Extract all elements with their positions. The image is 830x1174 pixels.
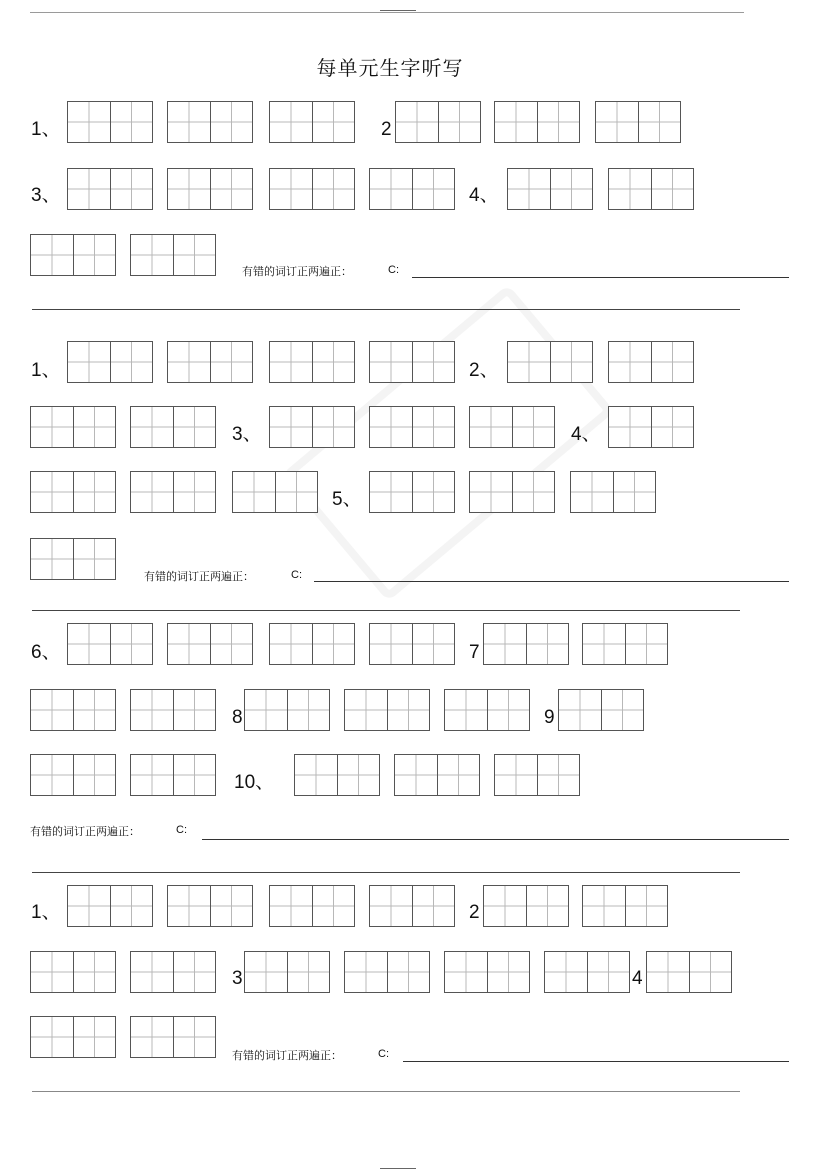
tianzige-cell[interactable] — [487, 690, 530, 730]
tianzige-cell[interactable] — [73, 472, 116, 512]
tianzige-cell[interactable] — [73, 407, 116, 447]
tianzige-cell[interactable] — [270, 624, 312, 664]
tianzige-cell[interactable] — [370, 624, 412, 664]
tianzige-cell[interactable] — [412, 342, 455, 382]
tianzige-cell[interactable] — [495, 102, 537, 142]
tianzige-cell[interactable] — [487, 952, 530, 992]
tianzige-cell[interactable] — [31, 1017, 73, 1057]
writing-box[interactable] — [344, 951, 430, 993]
item-number: 2、 — [469, 360, 499, 381]
writing-box[interactable] — [369, 623, 455, 665]
tianzige-cell[interactable] — [484, 886, 526, 926]
item-number: 3 — [232, 968, 243, 989]
writing-box[interactable] — [30, 406, 116, 448]
tianzige-cell[interactable] — [287, 952, 330, 992]
writing-box[interactable] — [444, 951, 530, 993]
tianzige-cell[interactable] — [412, 472, 455, 512]
tianzige-cell[interactable] — [110, 342, 153, 382]
writing-box[interactable] — [469, 406, 555, 448]
tianzige-cell[interactable] — [345, 690, 387, 730]
writing-box[interactable] — [67, 885, 153, 927]
writing-box[interactable] — [483, 623, 569, 665]
tianzige-cell[interactable] — [31, 952, 73, 992]
section-divider — [32, 1091, 740, 1092]
tianzige-cell[interactable] — [550, 342, 593, 382]
tianzige-cell[interactable] — [210, 886, 253, 926]
item-number: 2 — [381, 119, 392, 140]
tianzige-cell[interactable] — [583, 886, 625, 926]
writing-box[interactable] — [294, 754, 380, 796]
writing-box[interactable] — [67, 168, 153, 210]
tianzige-cell[interactable] — [73, 1017, 116, 1057]
writing-box[interactable] — [469, 471, 555, 513]
tianzige-cell[interactable] — [609, 342, 651, 382]
tianzige-cell[interactable] — [437, 755, 480, 795]
tianzige-cell[interactable] — [345, 952, 387, 992]
tianzige-cell[interactable] — [609, 407, 651, 447]
writing-box[interactable] — [483, 885, 569, 927]
writing-box[interactable] — [595, 101, 681, 143]
tianzige-cell[interactable] — [495, 755, 537, 795]
tianzige-cell[interactable] — [168, 342, 210, 382]
tianzige-cell[interactable] — [312, 407, 355, 447]
tianzige-cell[interactable] — [73, 755, 116, 795]
tianzige-cell[interactable] — [131, 407, 173, 447]
correction-label: 有错的词订正两遍正： — [242, 265, 352, 278]
tianzige-cell[interactable] — [168, 169, 210, 209]
tianzige-cell[interactable] — [370, 472, 412, 512]
tianzige-cell[interactable] — [596, 102, 638, 142]
writing-box[interactable] — [30, 471, 116, 513]
tianzige-cell[interactable] — [387, 952, 430, 992]
correction-marker: C: — [176, 824, 187, 836]
writing-box[interactable] — [646, 951, 732, 993]
tianzige-cell[interactable] — [110, 102, 153, 142]
writing-box[interactable] — [494, 754, 580, 796]
tianzige-cell[interactable] — [270, 102, 312, 142]
writing-box[interactable] — [130, 1016, 216, 1058]
tianzige-cell[interactable] — [131, 235, 173, 275]
tianzige-cell[interactable] — [270, 169, 312, 209]
correction-line[interactable] — [412, 277, 789, 278]
writing-box[interactable] — [558, 689, 644, 731]
writing-box[interactable] — [67, 623, 153, 665]
writing-box[interactable] — [507, 341, 593, 383]
tianzige-cell[interactable] — [31, 690, 73, 730]
tianzige-cell[interactable] — [625, 886, 668, 926]
tianzige-cell[interactable] — [609, 169, 651, 209]
tianzige-cell[interactable] — [537, 102, 580, 142]
correction-label: 有错的词订正两遍正： — [232, 1049, 342, 1062]
tianzige-cell[interactable] — [73, 690, 116, 730]
page-bottom-marker — [380, 1168, 416, 1169]
writing-box[interactable] — [395, 101, 481, 143]
writing-box[interactable] — [582, 885, 668, 927]
tianzige-cell[interactable] — [173, 952, 216, 992]
page-title: 每单元生字听写 — [316, 56, 464, 80]
tianzige-cell[interactable] — [412, 169, 455, 209]
item-number: 3、 — [232, 424, 262, 445]
tianzige-cell[interactable] — [445, 690, 487, 730]
writing-box[interactable] — [244, 951, 330, 993]
tianzige-cell[interactable] — [526, 624, 569, 664]
tianzige-cell[interactable] — [68, 102, 110, 142]
tianzige-cell[interactable] — [168, 102, 210, 142]
tianzige-cell[interactable] — [287, 690, 330, 730]
tianzige-cell[interactable] — [275, 472, 318, 512]
tianzige-cell[interactable] — [601, 690, 644, 730]
tianzige-cell[interactable] — [412, 886, 455, 926]
writing-box[interactable] — [130, 234, 216, 276]
tianzige-cell[interactable] — [173, 690, 216, 730]
writing-box[interactable] — [507, 168, 593, 210]
correction-line[interactable] — [202, 839, 789, 840]
tianzige-cell[interactable] — [173, 755, 216, 795]
tianzige-cell[interactable] — [110, 624, 153, 664]
tianzige-cell[interactable] — [613, 472, 656, 512]
tianzige-cell[interactable] — [131, 690, 173, 730]
writing-box[interactable] — [269, 623, 355, 665]
writing-box[interactable] — [30, 754, 116, 796]
tianzige-cell[interactable] — [370, 407, 412, 447]
tianzige-cell[interactable] — [312, 624, 355, 664]
tianzige-cell[interactable] — [131, 472, 173, 512]
correction-marker: C: — [291, 569, 302, 581]
writing-box[interactable] — [130, 406, 216, 448]
tianzige-cell[interactable] — [73, 539, 116, 579]
writing-box[interactable] — [167, 168, 253, 210]
tianzige-cell[interactable] — [438, 102, 481, 142]
tianzige-cell[interactable] — [370, 169, 412, 209]
correction-line[interactable] — [403, 1061, 789, 1062]
writing-box[interactable] — [369, 406, 455, 448]
writing-box[interactable] — [344, 689, 430, 731]
tianzige-cell[interactable] — [571, 472, 613, 512]
item-number: 10、 — [234, 772, 275, 793]
writing-box[interactable] — [269, 168, 355, 210]
item-number: 1、 — [31, 360, 61, 381]
tianzige-cell[interactable] — [31, 235, 73, 275]
tianzige-cell[interactable] — [638, 102, 681, 142]
tianzige-cell[interactable] — [312, 169, 355, 209]
writing-box[interactable] — [67, 101, 153, 143]
writing-box[interactable] — [369, 168, 455, 210]
writing-box[interactable] — [167, 623, 253, 665]
tianzige-cell[interactable] — [512, 472, 555, 512]
tianzige-cell[interactable] — [270, 342, 312, 382]
writing-box[interactable] — [608, 406, 694, 448]
tianzige-cell[interactable] — [31, 755, 73, 795]
tianzige-cell[interactable] — [131, 1017, 173, 1057]
writing-box[interactable] — [130, 754, 216, 796]
tianzige-cell[interactable] — [168, 624, 210, 664]
tianzige-cell[interactable] — [526, 886, 569, 926]
writing-box[interactable] — [544, 951, 630, 993]
tianzige-cell[interactable] — [131, 755, 173, 795]
section-divider — [32, 309, 740, 310]
writing-box[interactable] — [30, 689, 116, 731]
tianzige-cell[interactable] — [173, 472, 216, 512]
item-number: 5、 — [332, 489, 362, 510]
item-number: 3、 — [31, 185, 61, 206]
correction-label: 有错的词订正两遍正： — [144, 570, 254, 583]
tianzige-cell[interactable] — [337, 755, 380, 795]
tianzige-cell[interactable] — [73, 235, 116, 275]
tianzige-cell[interactable] — [131, 952, 173, 992]
writing-box[interactable] — [494, 101, 580, 143]
tianzige-cell[interactable] — [625, 624, 668, 664]
tianzige-cell[interactable] — [210, 102, 253, 142]
writing-box[interactable] — [269, 885, 355, 927]
tianzige-cell[interactable] — [651, 169, 694, 209]
tianzige-cell[interactable] — [396, 102, 438, 142]
tianzige-cell[interactable] — [173, 235, 216, 275]
correction-line[interactable] — [314, 581, 789, 582]
writing-box[interactable] — [608, 168, 694, 210]
writing-box[interactable] — [130, 471, 216, 513]
tianzige-cell[interactable] — [689, 952, 732, 992]
tianzige-cell[interactable] — [210, 624, 253, 664]
tianzige-cell[interactable] — [270, 886, 312, 926]
tianzige-cell[interactable] — [68, 624, 110, 664]
tianzige-cell[interactable] — [545, 952, 587, 992]
item-number: 7 — [469, 642, 480, 663]
tianzige-cell[interactable] — [68, 342, 110, 382]
item-number: 2 — [469, 902, 480, 923]
item-number: 8 — [232, 707, 243, 728]
writing-box[interactable] — [570, 471, 656, 513]
tianzige-cell[interactable] — [233, 472, 275, 512]
tianzige-cell[interactable] — [73, 952, 116, 992]
tianzige-cell[interactable] — [508, 342, 550, 382]
tianzige-cell[interactable] — [508, 169, 550, 209]
tianzige-cell[interactable] — [110, 886, 153, 926]
tianzige-cell[interactable] — [587, 952, 630, 992]
item-number: 4 — [632, 968, 643, 989]
writing-box[interactable] — [369, 471, 455, 513]
tianzige-cell[interactable] — [470, 407, 512, 447]
item-number: 1、 — [31, 119, 61, 140]
writing-box[interactable] — [67, 341, 153, 383]
tianzige-cell[interactable] — [312, 886, 355, 926]
tianzige-cell[interactable] — [210, 169, 253, 209]
writing-box[interactable] — [232, 471, 318, 513]
tianzige-cell[interactable] — [484, 624, 526, 664]
tianzige-cell[interactable] — [370, 342, 412, 382]
tianzige-cell[interactable] — [295, 755, 337, 795]
tianzige-cell[interactable] — [512, 407, 555, 447]
writing-box[interactable] — [167, 341, 253, 383]
tianzige-cell[interactable] — [173, 407, 216, 447]
tianzige-cell[interactable] — [412, 624, 455, 664]
writing-box[interactable] — [269, 406, 355, 448]
tianzige-cell[interactable] — [168, 886, 210, 926]
writing-box[interactable] — [30, 234, 116, 276]
tianzige-cell[interactable] — [31, 407, 73, 447]
tianzige-cell[interactable] — [647, 952, 689, 992]
writing-box[interactable] — [167, 885, 253, 927]
writing-box[interactable] — [394, 754, 480, 796]
section-divider — [32, 610, 740, 611]
tianzige-cell[interactable] — [31, 539, 73, 579]
tianzige-cell[interactable] — [312, 342, 355, 382]
tianzige-cell[interactable] — [559, 690, 601, 730]
writing-box[interactable] — [30, 538, 116, 580]
tianzige-cell[interactable] — [245, 690, 287, 730]
item-number: 1、 — [31, 902, 61, 923]
tianzige-cell[interactable] — [550, 169, 593, 209]
tianzige-cell[interactable] — [31, 472, 73, 512]
tianzige-cell[interactable] — [370, 886, 412, 926]
writing-box[interactable] — [130, 689, 216, 731]
section-divider — [32, 872, 740, 873]
page-top-rule — [30, 12, 744, 13]
tianzige-cell[interactable] — [387, 690, 430, 730]
correction-marker: C: — [388, 264, 399, 276]
writing-box[interactable] — [30, 951, 116, 993]
tianzige-cell[interactable] — [312, 102, 355, 142]
tianzige-cell[interactable] — [245, 952, 287, 992]
tianzige-cell[interactable] — [651, 407, 694, 447]
tianzige-cell[interactable] — [68, 886, 110, 926]
correction-label: 有错的词订正两遍正： — [30, 825, 140, 838]
correction-marker: C: — [378, 1048, 389, 1060]
writing-box[interactable] — [444, 689, 530, 731]
writing-box[interactable] — [167, 101, 253, 143]
tianzige-cell[interactable] — [270, 407, 312, 447]
tianzige-cell[interactable] — [651, 342, 694, 382]
writing-box[interactable] — [582, 623, 668, 665]
tianzige-cell[interactable] — [68, 169, 110, 209]
writing-box[interactable] — [244, 689, 330, 731]
tianzige-cell[interactable] — [583, 624, 625, 664]
tianzige-cell[interactable] — [210, 342, 253, 382]
writing-box[interactable] — [369, 341, 455, 383]
tianzige-cell[interactable] — [110, 169, 153, 209]
page-top-marker — [380, 10, 416, 11]
item-number: 9 — [544, 707, 555, 728]
tianzige-cell[interactable] — [395, 755, 437, 795]
writing-box[interactable] — [30, 1016, 116, 1058]
tianzige-cell[interactable] — [445, 952, 487, 992]
writing-box[interactable] — [369, 885, 455, 927]
writing-box[interactable] — [608, 341, 694, 383]
writing-box[interactable] — [269, 101, 355, 143]
tianzige-cell[interactable] — [412, 407, 455, 447]
item-number: 4、 — [571, 424, 601, 445]
item-number: 6、 — [31, 642, 61, 663]
item-number: 4、 — [469, 185, 499, 206]
writing-box[interactable] — [269, 341, 355, 383]
tianzige-cell[interactable] — [470, 472, 512, 512]
writing-box[interactable] — [130, 951, 216, 993]
tianzige-cell[interactable] — [173, 1017, 216, 1057]
tianzige-cell[interactable] — [537, 755, 580, 795]
